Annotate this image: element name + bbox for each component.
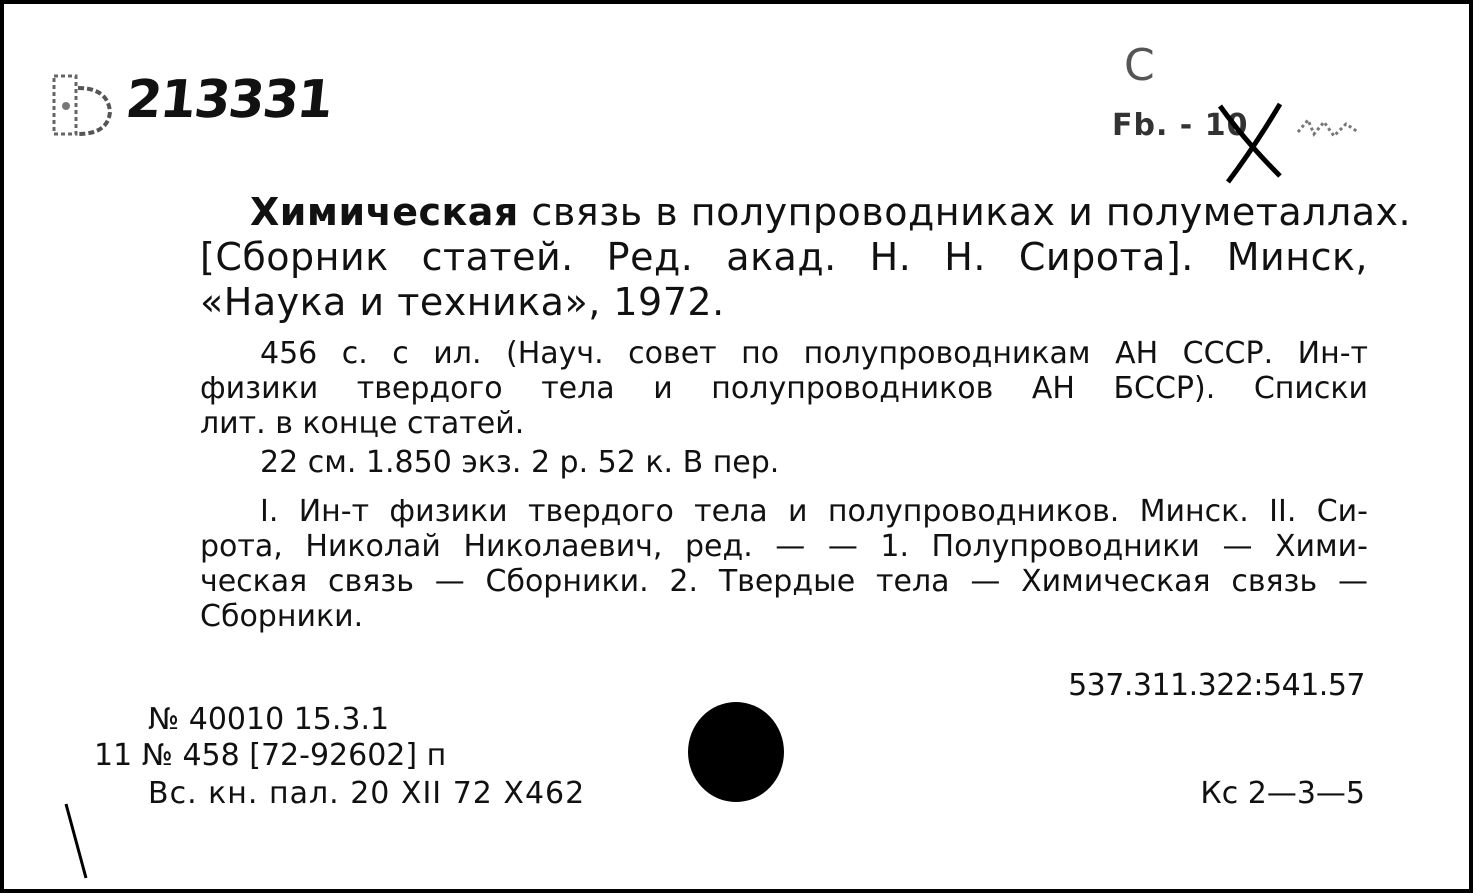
footer-line-3: Вс. кн. пал. 20 XII 72 X462 <box>148 776 586 811</box>
inventory-number: 213331 <box>122 70 335 130</box>
smudge-icon <box>1294 112 1364 142</box>
footer-line-2: 11 № 458 [72-92602] п <box>94 738 447 773</box>
subject-line-3: ческая связь — Сборники. 2. Твердые тела — Химическая связь — <box>200 564 1368 599</box>
footer-line-1: № 40010 15.3.1 <box>148 702 390 737</box>
desc-line-2: физики твердого тела и полупроводников АН БССР). Списки <box>200 371 1368 406</box>
title-bold: Химическая <box>250 190 519 234</box>
desc-line-4: 22 см. 1.850 экз. 2 р. 52 к. В пер. <box>260 445 780 480</box>
library-stamp <box>48 68 118 144</box>
physical-description <box>200 336 1368 480</box>
punch-hole <box>688 702 784 802</box>
subject-headings <box>200 494 1368 634</box>
stamp-mark-icon <box>48 68 118 144</box>
udc-code: 537.311.322:541.57 <box>1068 668 1365 703</box>
desc-line-3: лит. в конце статей. <box>200 406 525 441</box>
subject-line-1: I. Ин-т физики твердого тела и полупроводников. Минск. II. Си- <box>260 494 1368 529</box>
subject-line-4: Сборники. <box>200 599 364 634</box>
subject-line-2: рота, Николай Николаевич, ред. — — 1. Полупроводники — Хими- <box>200 529 1368 564</box>
title-line-3: «Наука и техника», 1972. <box>200 280 725 324</box>
title-line-1 <box>200 190 1412 235</box>
corner-mark: C <box>1124 40 1155 91</box>
desc-line-1: 456 с. с ил. (Науч. совет по полупроводникам АН СССР. Ин-т <box>260 336 1368 371</box>
cross-out-mark-icon <box>1210 96 1290 188</box>
classification-code: Кс 2—3—5 <box>1200 776 1365 811</box>
title-block <box>200 190 1412 325</box>
title-line-1-rest: связь в полупроводниках и полуметаллах. <box>518 190 1412 234</box>
title-line-2: [Сборник статей. Ред. акад. Н. Н. Сирота]. Минск, <box>200 235 1368 279</box>
shelf-mark: Fb. - 10 <box>1112 108 1249 143</box>
stray-line-mark-icon <box>60 800 100 882</box>
